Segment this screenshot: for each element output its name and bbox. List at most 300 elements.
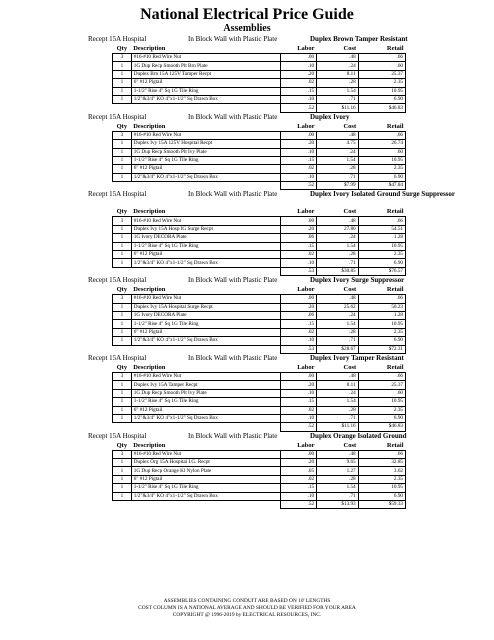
cell-retail: 6.90 <box>358 173 405 181</box>
cell-retail: 10.95 <box>358 242 405 250</box>
cell-qty: 1 <box>113 148 132 156</box>
cell-qty: 1 <box>113 398 132 406</box>
cell-retail: 6.90 <box>358 95 405 103</box>
cell-qty: 1 <box>113 95 132 103</box>
cell-labor: .02 <box>281 165 317 173</box>
cell-cost: .71 <box>317 337 359 345</box>
cell-qty: 1 <box>113 87 132 95</box>
section-header <box>88 432 494 441</box>
assembly-section <box>90 35 494 113</box>
section-name: Duplex Ivory <box>310 112 350 121</box>
cell-cost: 1.54 <box>317 242 359 250</box>
cell-retail: 10.95 <box>358 398 405 406</box>
table-header-row <box>113 285 406 295</box>
cell-retail: 10.95 <box>358 320 405 328</box>
total-blank-cell <box>131 182 280 190</box>
column-header-description: Description <box>131 44 280 54</box>
assembly-section <box>90 276 494 354</box>
column-header-qty: Qty <box>113 44 132 54</box>
table-row <box>113 156 406 164</box>
cell-cost: 1.54 <box>317 484 359 492</box>
cell-qty: 1 <box>113 311 132 319</box>
section-location: In Block Wall with Plastic Plate <box>188 35 278 43</box>
cell-description: 6" #12 Pigtail <box>131 251 280 259</box>
cell-labor: .10 <box>280 62 316 70</box>
total-labor: .52 <box>281 182 317 190</box>
total-blank-cell <box>113 501 132 509</box>
cell-description: 6" #12 Pigtail <box>131 328 280 336</box>
cell-qty: 3 <box>113 450 132 458</box>
cell-cost: .28 <box>317 406 359 414</box>
cell-qty: 1 <box>113 484 132 492</box>
cell-labor: .02 <box>280 475 316 483</box>
cell-cost: .24 <box>317 148 358 156</box>
cell-cost: 1.54 <box>317 398 359 406</box>
table-row <box>113 217 406 225</box>
cell-qty: 1 <box>113 467 132 475</box>
section-name: Duplex Brown Tamper Resistant <box>310 35 408 43</box>
table-row <box>113 475 406 483</box>
cell-labor: .06 <box>280 234 316 242</box>
cell-cost: .48 <box>317 131 358 139</box>
table-row <box>113 140 406 148</box>
assembly-table <box>112 207 406 276</box>
cell-description: 1G Dup Recp Orange Kl Nylon Plate <box>131 467 280 475</box>
cell-labor: .20 <box>280 303 316 311</box>
table-row <box>113 173 406 181</box>
table-header-row <box>113 441 406 451</box>
cell-qty: 1 <box>113 234 132 242</box>
table-header-row <box>113 122 406 132</box>
cell-labor: .02 <box>280 79 316 87</box>
footer-line-1: ASSEMBLIES CONTAINING CONDUIT ARE BASED ON 10' LENGTHS <box>163 598 331 604</box>
cell-cost: .71 <box>317 95 359 103</box>
column-header-description: Description <box>131 441 280 451</box>
total-cost: $30.85 <box>317 267 359 275</box>
cell-cost: .71 <box>317 414 359 422</box>
cell-retail: 2.35 <box>358 406 405 414</box>
cell-qty: 3 <box>113 295 132 303</box>
assembly-table <box>112 44 406 113</box>
cell-labor: .20 <box>280 225 316 233</box>
table-row <box>113 234 406 242</box>
cell-retail: 54.51 <box>358 225 405 233</box>
total-retail: $76.57 <box>358 267 405 275</box>
cell-description: #16-#10 Red Wire Nut <box>131 54 280 62</box>
cell-labor: .10 <box>280 95 316 103</box>
total-blank-cell <box>113 345 132 353</box>
cell-description: 1/2"&3/4" KO 4"x1-1/2" Sq Drawn Box <box>131 337 280 345</box>
total-blank-cell <box>131 501 280 509</box>
cell-qty: 3 <box>113 372 132 380</box>
cell-qty: 1 <box>113 492 132 500</box>
cell-labor: .10 <box>280 259 316 267</box>
section-name: Duplex Ivory Tamper Resistant <box>310 353 404 362</box>
cell-labor: .00 <box>280 450 316 458</box>
cell-retail: 25.37 <box>358 70 405 78</box>
cell-cost: .28 <box>317 251 359 259</box>
cell-cost: .48 <box>317 450 359 458</box>
total-retail: $59.33 <box>358 501 405 509</box>
table-row <box>113 225 406 233</box>
cell-cost: .24 <box>317 234 359 242</box>
cell-description: Duplex Ivy 15A Hospital Surge Recpt <box>131 303 280 311</box>
cell-description: 1/2"&3/4" KO 4"x1-1/2" Sq Drawn Box <box>131 414 280 422</box>
cell-labor: .00 <box>280 295 316 303</box>
table-row <box>113 398 406 406</box>
cell-retail: 10.95 <box>358 87 405 95</box>
section-name: Duplex Orange Isolated Ground <box>310 431 407 440</box>
total-blank-cell <box>131 267 280 275</box>
column-header-labor: Labor <box>281 122 317 132</box>
section-name: Duplex Ivory Surge Suppressor <box>310 276 405 285</box>
total-blank-cell <box>113 104 132 112</box>
table-header-row <box>113 44 406 54</box>
cell-qty: 1 <box>113 140 132 148</box>
cell-labor: .20 <box>280 381 316 389</box>
column-header-qty: Qty <box>113 285 132 295</box>
column-header-description: Description <box>131 122 280 132</box>
cell-labor: .10 <box>280 414 316 422</box>
assembly-table <box>112 122 406 191</box>
cell-cost: 27.80 <box>317 225 359 233</box>
cell-description: 1-1/2" Rise 4" Sq 1G Tile Ring <box>131 87 280 95</box>
table-row <box>113 62 406 70</box>
column-header-retail: Retail <box>358 207 405 217</box>
total-blank-cell <box>131 104 280 112</box>
table-row <box>113 131 406 139</box>
cell-description: 1-1/2" Rise 4" Sq 1G Tile Ring <box>131 320 280 328</box>
cell-qty: 1 <box>113 337 132 345</box>
cell-cost: .71 <box>317 259 359 267</box>
table-row <box>113 459 406 467</box>
total-row <box>113 423 406 431</box>
cell-cost: .48 <box>317 295 359 303</box>
cell-retail: 25.37 <box>358 381 405 389</box>
cell-retail: 2.35 <box>358 251 405 259</box>
section-name: Duplex Ivory Isolated Ground Surge Suppressor <box>310 190 456 199</box>
column-header-cost: Cost <box>317 441 359 451</box>
cell-labor: .02 <box>280 251 316 259</box>
cell-description: #16-#10 Red Wire Nut <box>131 217 280 225</box>
cell-cost: .71 <box>317 492 359 500</box>
section-location: In Block Wall with Plastic Plate <box>188 353 278 362</box>
column-header-retail: Retail <box>358 122 405 132</box>
cell-cost: .28 <box>317 165 358 173</box>
cell-description: 1-1/2" Rise 4" Sq 1G Tile Ring <box>131 156 280 164</box>
total-row <box>113 267 406 275</box>
section-location: In Block Wall with Plastic Plate <box>188 431 278 440</box>
table-row <box>113 79 406 87</box>
total-retail: $46.83 <box>358 423 405 431</box>
cell-labor: .10 <box>280 389 316 397</box>
cell-qty: 1 <box>113 389 132 397</box>
cell-cost: 9.65 <box>317 459 359 467</box>
cell-labor: .20 <box>281 140 317 148</box>
cell-labor: .20 <box>280 70 316 78</box>
cell-cost: .71 <box>317 173 358 181</box>
cell-description: 1/2"&3/4" KO 4"x1-1/2" Sq Drawn Box <box>131 259 280 267</box>
cell-description: 1-1/2" Rise 4" Sq 1G Tile Ring <box>131 484 280 492</box>
cell-retail: .66 <box>358 217 405 225</box>
table-row <box>113 414 406 422</box>
cell-retail: 3.62 <box>358 467 405 475</box>
section-receptacle: Recept 15A Hospital <box>88 353 147 362</box>
cell-qty: 1 <box>113 303 132 311</box>
assembly-section <box>90 432 494 510</box>
cell-retail: 2.35 <box>358 475 405 483</box>
section-header <box>88 113 494 122</box>
cell-qty: 3 <box>113 217 132 225</box>
cell-cost: .28 <box>317 475 359 483</box>
table-row <box>113 303 406 311</box>
cell-labor: .02 <box>280 406 316 414</box>
column-header-labor: Labor <box>280 285 316 295</box>
cell-description: 1/2"&3/4" KO 4"x1-1/2" Sq Drawn Box <box>131 173 280 181</box>
cell-qty: 1 <box>113 381 132 389</box>
cell-description: Duplex Ivy 15A 125V Hospital Recpt <box>131 140 280 148</box>
section-location: In Block Wall with Plastic Plate <box>188 276 278 285</box>
table-row <box>113 372 406 380</box>
cell-description: 6" #12 Pigtail <box>131 79 280 87</box>
cell-cost: .24 <box>317 389 359 397</box>
column-header-labor: Labor <box>280 441 316 451</box>
cell-qty: 1 <box>113 173 132 181</box>
table-row <box>113 337 406 345</box>
column-header-retail: Retail <box>358 363 405 373</box>
cell-qty: 1 <box>113 62 132 70</box>
section-receptacle: Recept 15A Hospital <box>88 35 147 43</box>
cell-description: 1G Dup Recp Smooth Plt Brn Plate <box>131 62 280 70</box>
table-row <box>113 484 406 492</box>
column-header-labor: Labor <box>280 363 316 373</box>
column-header-cost: Cost <box>317 363 359 373</box>
cell-qty: 1 <box>113 475 132 483</box>
cell-qty: 1 <box>113 459 132 467</box>
column-header-cost: Cost <box>317 44 359 54</box>
total-retail: $72.31 <box>358 345 405 353</box>
cell-description: 6" #12 Pigtail <box>131 165 280 173</box>
cell-description: Duplex Org 15A Hospital I.G. Recpt <box>131 459 280 467</box>
column-header-description: Description <box>131 363 280 373</box>
cell-labor: .15 <box>281 156 317 164</box>
table-header-row <box>113 207 406 217</box>
cell-cost: 1.27 <box>317 467 359 475</box>
total-labor: .53 <box>280 345 316 353</box>
section-header <box>88 276 494 285</box>
cell-labor: .05 <box>280 467 316 475</box>
table-row <box>113 320 406 328</box>
cell-retail: 1.28 <box>358 234 405 242</box>
cell-description: 1G Dup Recp Smooth Plt Ivy Plate <box>131 389 280 397</box>
cell-retail: 6.90 <box>358 414 405 422</box>
cell-qty: 1 <box>113 156 132 164</box>
cell-retail: .66 <box>358 295 405 303</box>
footer-line-3: COPYRIGHT @ 1996-2019 by ELECTRICAL RESOURCES, INC. <box>172 612 322 618</box>
cell-cost: 1.54 <box>317 320 359 328</box>
cell-cost: .48 <box>317 217 359 225</box>
cell-qty: 3 <box>113 131 132 139</box>
cell-description: 6" #12 Pigtail <box>131 475 280 483</box>
total-cost: $11.16 <box>317 104 359 112</box>
cell-description: 1G Ivory DECORA Plate <box>131 311 280 319</box>
cell-retail: .66 <box>358 131 405 139</box>
cell-qty: 1 <box>113 70 132 78</box>
assembly-section <box>90 190 494 276</box>
total-row <box>113 182 406 190</box>
page-subtitle: Assemblies <box>223 23 271 34</box>
cell-labor: .10 <box>280 492 316 500</box>
section-receptacle: Recept 15A Hospital <box>88 112 147 121</box>
total-row <box>113 501 406 509</box>
section-receptacle: Recept 15A Hospital <box>88 190 147 199</box>
cell-retail: 32.85 <box>358 459 405 467</box>
total-blank-cell <box>113 423 132 431</box>
table-row <box>113 95 406 103</box>
table-row <box>113 311 406 319</box>
cell-description: Duplex Ivy 15A Tamper Recpt <box>131 381 280 389</box>
column-header-cost: Cost <box>317 122 358 132</box>
cell-labor: .00 <box>280 217 316 225</box>
cell-description: #16-#10 Red Wire Nut <box>131 131 280 139</box>
cell-labor: .20 <box>280 459 316 467</box>
cell-cost: 1.54 <box>317 87 359 95</box>
total-row <box>113 104 406 112</box>
cell-description: 1-1/2" Rise 4" Sq 1G Tile Ring <box>131 242 280 250</box>
assembly-table <box>112 441 406 510</box>
total-labor: .52 <box>280 423 316 431</box>
cell-retail: 6.90 <box>358 259 405 267</box>
column-header-qty: Qty <box>113 207 132 217</box>
section-receptacle: Recept 15A Hospital <box>88 276 147 285</box>
total-labor: .52 <box>280 501 316 509</box>
cell-retail: .66 <box>358 54 405 62</box>
cell-description: 1G Dup Recp Smooth Plt Ivy Plate <box>131 148 280 156</box>
cell-description: #16-#10 Red Wire Nut <box>131 450 280 458</box>
section-receptacle: Recept 15A Hospital <box>88 431 147 440</box>
table-row <box>113 54 406 62</box>
cell-labor: .06 <box>280 311 316 319</box>
cell-cost: 4.75 <box>317 140 358 148</box>
cell-labor: .15 <box>280 320 316 328</box>
cell-cost: .28 <box>317 79 359 87</box>
table-row <box>113 251 406 259</box>
footer-line-2: COST COLUMN IS A NATIONAL AVERAGE AND SHOULD BE VERIFIED FOR YOUR AREA <box>138 605 356 611</box>
cell-labor: .00 <box>280 372 316 380</box>
table-row <box>113 70 406 78</box>
cell-cost: 8.11 <box>317 70 359 78</box>
cell-retail: 6.90 <box>358 492 405 500</box>
total-retail: $47.84 <box>358 182 405 190</box>
cell-qty: 1 <box>113 414 132 422</box>
cell-retail: 10.95 <box>358 156 405 164</box>
cell-cost: .48 <box>317 54 359 62</box>
total-labor: .52 <box>280 104 316 112</box>
section-header <box>88 190 494 207</box>
table-row <box>113 450 406 458</box>
cell-description: Duplex Ivy 15A Hosp IG Surge Recpt <box>131 225 280 233</box>
total-retail: $46.83 <box>358 104 405 112</box>
table-row <box>113 87 406 95</box>
table-row <box>113 165 406 173</box>
cell-labor: .15 <box>280 398 316 406</box>
total-blank-cell <box>131 345 280 353</box>
table-row <box>113 242 406 250</box>
cell-labor: .15 <box>280 87 316 95</box>
cell-cost: 1.54 <box>317 156 358 164</box>
table-row <box>113 467 406 475</box>
section-header <box>88 354 494 363</box>
assembly-section <box>90 354 494 432</box>
cell-description: 1/2"&3/4" KO 4"x1-1/2" Sq Drawn Box <box>131 492 280 500</box>
section-location: In Block Wall with Plastic Plate <box>188 190 278 199</box>
cell-qty: 1 <box>113 320 132 328</box>
cell-labor: .02 <box>280 328 316 336</box>
total-cost: $28.67 <box>317 345 359 353</box>
cell-retail: .66 <box>358 450 405 458</box>
cell-retail: 50.23 <box>358 303 405 311</box>
cell-retail: 2.35 <box>358 328 405 336</box>
cell-labor: .00 <box>280 54 316 62</box>
table-row <box>113 295 406 303</box>
cell-cost: 8.11 <box>317 381 359 389</box>
table-row <box>113 381 406 389</box>
cell-retail: 10.95 <box>358 484 405 492</box>
cell-cost: 25.62 <box>317 303 359 311</box>
table-row <box>113 259 406 267</box>
page-footer <box>0 598 494 619</box>
table-row <box>113 148 406 156</box>
total-blank-cell <box>113 182 132 190</box>
cell-qty: 1 <box>113 225 132 233</box>
column-header-cost: Cost <box>317 285 359 295</box>
column-header-qty: Qty <box>113 122 132 132</box>
cell-labor: .15 <box>280 242 316 250</box>
column-header-description: Description <box>131 207 280 217</box>
cell-description: Duplex Brn 15A 125V Tamper Recpt <box>131 70 280 78</box>
total-blank-cell <box>131 423 280 431</box>
column-header-retail: Retail <box>358 285 405 295</box>
assembly-sections <box>0 35 494 509</box>
column-header-qty: Qty <box>113 363 132 373</box>
table-header-row <box>113 363 406 373</box>
total-cost: $13.93 <box>317 501 359 509</box>
cell-labor: .15 <box>280 484 316 492</box>
cell-description: 1G Ivory DECORA Plate <box>131 234 280 242</box>
cell-retail: .60 <box>358 148 405 156</box>
total-row <box>113 345 406 353</box>
assembly-section <box>90 113 494 191</box>
cell-qty: 1 <box>113 406 132 414</box>
column-header-cost: Cost <box>317 207 359 217</box>
cell-description: 6" #12 Pigtail <box>131 406 280 414</box>
total-blank-cell <box>113 267 132 275</box>
cell-qty: 1 <box>113 79 132 87</box>
cell-description: 1/2"&3/4" KO 4"x1-1/2" Sq Drawn Box <box>131 95 280 103</box>
column-header-qty: Qty <box>113 441 132 451</box>
section-header <box>88 35 494 44</box>
cell-description: #16-#10 Red Wire Nut <box>131 295 280 303</box>
cell-qty: 1 <box>113 242 132 250</box>
cell-qty: 1 <box>113 251 132 259</box>
total-labor: .53 <box>280 267 316 275</box>
column-header-retail: Retail <box>358 44 405 54</box>
assembly-table <box>112 285 406 354</box>
assembly-table <box>112 363 406 432</box>
column-header-labor: Labor <box>280 207 316 217</box>
cell-qty: 1 <box>113 259 132 267</box>
cell-cost: .24 <box>317 62 359 70</box>
